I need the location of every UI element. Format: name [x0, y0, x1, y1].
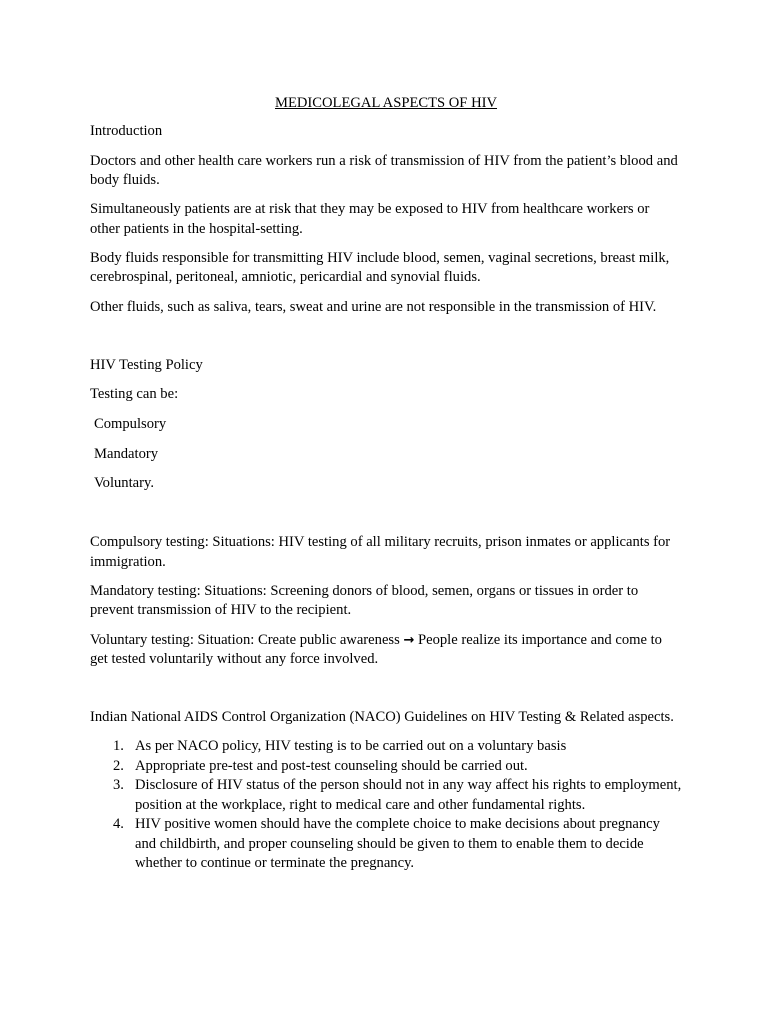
intro-paragraph-4: Other fluids, such as saliva, tears, sweat and urine are not responsible in the transmission of HIV.: [90, 298, 657, 315]
testing-type-compulsory: Compulsory: [94, 415, 167, 432]
list-item-text: As per NACO policy, HIV testing is to be carried out on a voluntary basis: [135, 738, 567, 755]
list-item: [90, 815, 682, 874]
document-title: MEDICOLEGAL ASPECTS OF HIV: [274, 95, 498, 111]
list-item: [90, 776, 682, 815]
voluntary-text-start: Voluntary testing: Situation: Create public awareness: [90, 631, 404, 648]
list-item-number: 4.: [113, 816, 124, 833]
intro-paragraph-3: Body fluids responsible for transmitting HIV include blood, semen, vaginal secretions, breast milk, cerebrospinal, peritoneal, amniotic, pericardial and synovial fluids.: [90, 249, 670, 286]
voluntary-testing-paragraph: [90, 631, 682, 670]
naco-guidelines-list: [90, 737, 682, 874]
list-item: [90, 757, 682, 777]
list-item: [90, 737, 682, 757]
testing-can-be: Testing can be:: [90, 386, 179, 403]
compulsory-testing-paragraph: Compulsory testing: Situations: HIV testing of all military recruits, prison inmates or applicants for immigration.: [90, 534, 671, 570]
mandatory-testing-paragraph: Mandatory testing: Situations: Screening donors of blood, semen, organs or tissues in order to prevent transmission of HIV to the recipient.: [90, 582, 639, 619]
intro-heading: Introduction: [90, 123, 163, 139]
naco-heading: Indian National AIDS Control Organization (NACO) Guidelines on HIV Testing & Related aspects.: [90, 709, 674, 726]
testing-type-voluntary: Voluntary.: [94, 475, 154, 492]
policy-heading: HIV Testing Policy: [90, 356, 203, 373]
voluntary-text-end: People realize its importance and come to get tested voluntarily without any force involved.: [90, 631, 662, 668]
list-item-number: 1.: [113, 738, 124, 755]
section-spacer: [90, 327, 682, 356]
section-spacer: [90, 679, 682, 708]
section-spacer: [90, 504, 682, 533]
list-item-number: 2.: [113, 757, 124, 774]
right-arrow-icon: →: [403, 632, 415, 648]
list-item-text: HIV positive women should have the complete choice to make decisions about pregnancy and childbirth, and proper counseling should be given to them to enable them to decide whether to continue or terminate the pregnancy.: [135, 816, 660, 872]
list-item-text: Appropriate pre-test and post-test counseling should be carried out.: [135, 757, 528, 774]
intro-paragraph-2: Simultaneously patients are at risk that they may be exposed to HIV from healthcare workers or other patients in the hospital-setting.: [90, 201, 650, 237]
list-item-text: Disclosure of HIV status of the person should not in any way affect his rights to employment, position at the workplace, right to medical care and other fundamental rights.: [135, 777, 682, 813]
document-page: [90, 93, 682, 874]
intro-paragraph-1: Doctors and other health care workers run a risk of transmission of HIV from the patient’s blood and body fluids.: [90, 152, 678, 188]
testing-type-mandatory: Mandatory: [94, 445, 159, 462]
list-item-number: 3.: [113, 777, 124, 794]
